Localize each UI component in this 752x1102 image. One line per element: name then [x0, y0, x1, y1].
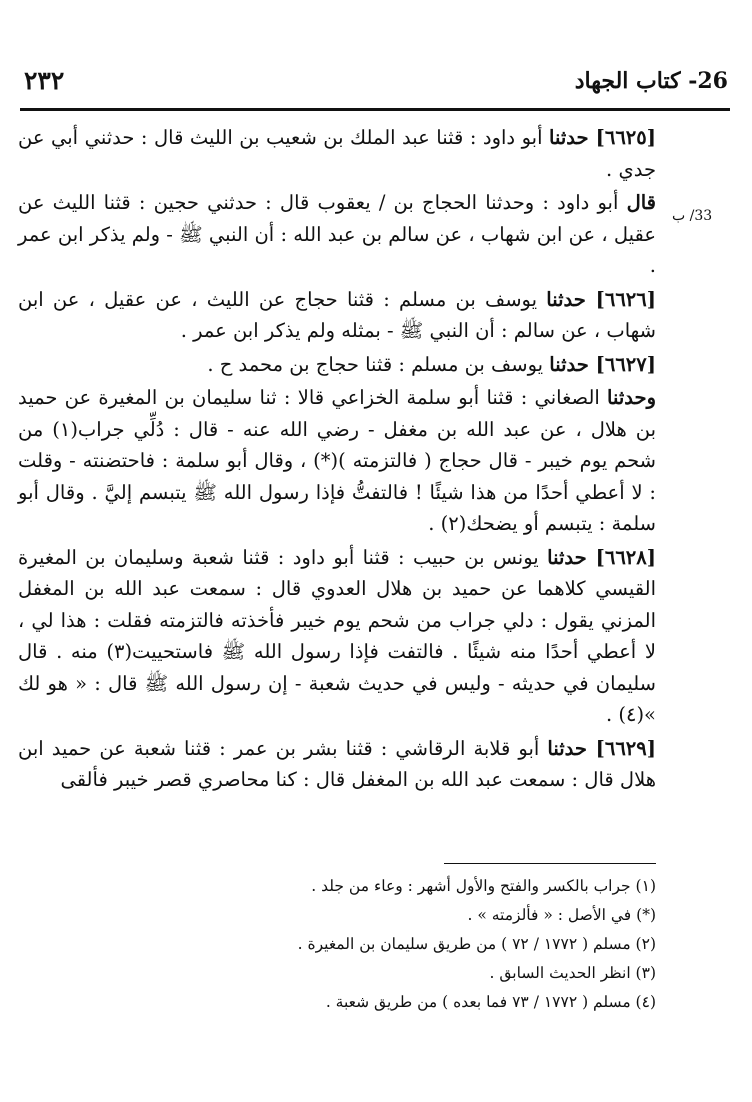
hadith-lead: قال: [626, 191, 656, 214]
header-divider: [20, 108, 730, 111]
hadith-paragraph: [18, 733, 656, 796]
hadith-lead: وحدثنا: [607, 386, 656, 409]
hadith-text-body: [18, 122, 656, 798]
hadith-paragraph: [18, 284, 656, 347]
hadith-lead: [٦٦٢٥] حدثنا: [549, 126, 656, 149]
hadith-body: أبو قلابة الرقاشي : قثنا بشر بن عمر : قثنا شعبة عن حميد ابن هلال قال : سمعت عبد الله بن المغفل قال : كنا محاصري قصر خيبر فألقى: [18, 736, 656, 791]
hadith-lead: [٦٦٢٨] حدثنا: [547, 545, 656, 569]
hadith-body: أبو داود : وحدثنا الحجاج بن / يعقوب قال : حدثني حجين : قثنا الليث عن عقيل ، عن ابن شهاب ، عن سالم بن عبد الله : أن النبي ﷺ - ولم يذكر ابن عمر .: [18, 191, 656, 277]
hadith-lead: [٦٦٢٦] حدثنا: [546, 287, 656, 311]
hadith-body: يوسف بن مسلم : قثنا حجاج بن محمد ح .: [207, 352, 550, 376]
footnotes: [90, 872, 656, 1017]
hadith-paragraph: [18, 122, 656, 185]
footnote: (٣) انظر الحديث السابق .: [489, 964, 656, 982]
footnote-divider: [444, 863, 656, 864]
footnote: (١) جراب بالكسر والفتح والأول أشهر : وعاء من جلد .: [311, 877, 656, 895]
hadith-body: يوسف بن مسلم : قثنا حجاج عن الليث ، عن عقيل ، عن ابن شهاب ، عن سالم : أن النبي ﷺ - بمثله ولم يذكر ابن عمر .: [18, 287, 656, 342]
hadith-paragraph: [18, 187, 656, 282]
hadith-body: يونس بن حبيب : قثنا أبو داود : قثنا شعبة وسليمان بن المغيرة القيسي كلاهما عن حميد بن هلال العدوي قال : سمعت عبد الله بن المغفل المزني يقول : دلي جراب من شحم يوم خيبر فأخذته فالتزمته فقلت : هذا لي ، لا أعطي أحدًا منه شيئًا . فالتفت فإذا رسول الله ﷺ فاستحييت(٣) منه . قال سليمان في حديثه - وليس في حديث شعبة - إن رسول الله ﷺ قال : « هو لك »(٤) .: [18, 545, 656, 726]
hadith-paragraph: [18, 382, 656, 540]
hadith-paragraph: [18, 542, 656, 731]
hadith-paragraph: [18, 349, 656, 381]
chapter-title: 26- كتاب الجهاد: [574, 68, 728, 94]
hadith-body: الصغاني : قثنا أبو سلمة الخزاعي قالا : ثنا سليمان بن المغيرة عن حميد بن هلال ، عن عبد الله بن مغفل - رضي الله عنه - قال : دُلِّي جراب(١) من شحم يوم خيبر - قال حجاج ( فالتزمته )(*) ، وقال أبو سلمة : فاحتضنته - وقلت : لا أعطي أحدًا من هذا شيئًا ! فالتفتُّ فإذا رسول الله ﷺ يتبسم إليَّ . وقال أبو سلمة : يتبسم أو يضحك(٢) .: [18, 386, 656, 535]
manuscript-folio-note: 33/ ب: [672, 208, 713, 224]
hadith-lead: [٦٦٢٩] حدثنا: [547, 736, 656, 760]
footnote: (*) في الأصل : « فألزمته » .: [467, 906, 656, 924]
hadith-lead: [٦٦٢٧] حدثنا: [549, 352, 656, 376]
page-number: ٢٣٢: [24, 66, 65, 95]
hadith-body: أبو داود : قثنا عبد الملك بن شعيب بن الليث قال : حدثني أبي عن جدي .: [18, 126, 656, 181]
footnote: (٢) مسلم ( ١٧٧٢ / ٧٢ ) من طريق سليمان بن المغيرة .: [297, 935, 656, 953]
footnote: (٤) مسلم ( ١٧٧٢ / ٧٣ فما بعده ) من طريق شعبة .: [325, 993, 656, 1011]
